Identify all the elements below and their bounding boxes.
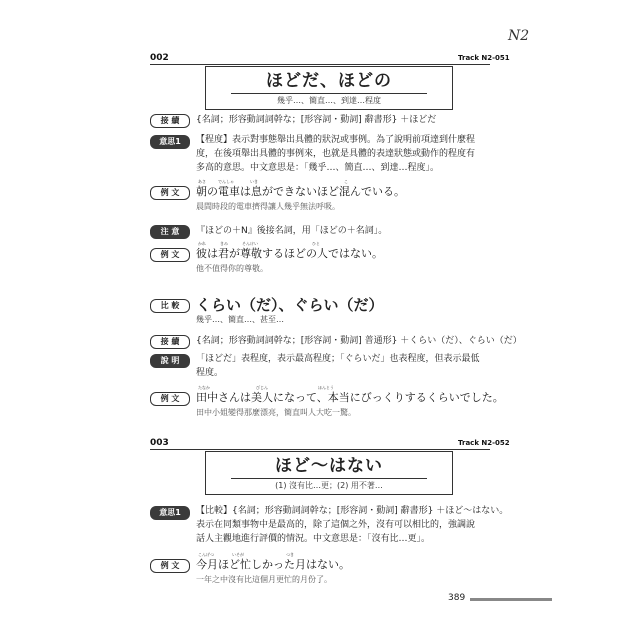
title-box [205,451,453,495]
level-label: N2 [508,28,530,44]
furigana: いき [250,179,258,184]
furigana: ほんとう [318,385,334,390]
furigana: こ [344,179,348,184]
tag-example: 例 文 [150,248,190,262]
compare-title: くらい（だ）、ぐらい（だ） [196,296,384,314]
page-number: 389 [448,593,466,603]
footer-bar [470,598,552,601]
furigana: でんしゃ [218,179,234,184]
section-rule [150,449,490,450]
track-label: Track N2-052 [458,439,510,447]
meaning-line: 【比較】{名詞；形容動詞詞幹な；[形容詞・動詞] 辭書形} ＋ほど〜はない。 [196,506,509,516]
example-sentence: 今月ほど忙しかった月はない。 [196,558,350,571]
tag-connect: 接 續 [150,114,190,128]
meaning-block [196,504,508,546]
meaning-line: 表示在同類事物中是最高的，除了這個之外，沒有可以相比的，強調說 [196,520,476,530]
tag-example: 例 文 [150,559,190,573]
example-sentence: 朝の電車は息ができないほど混んでいる。 [196,185,405,198]
title-underline [231,478,427,479]
section-number: 003 [150,438,169,448]
example-translation: 他不值得你的尊敬。 [196,264,268,273]
connect-text: {名詞；形容動詞詞幹な；[形容詞・動詞] 普通形} ＋くらい（だ）、ぐらい（だ） [196,336,522,346]
meaning-line: 話人主觀地進行評價的情況。中文意思是：「沒有比…更」。 [196,534,431,544]
explain-line: 程度。 [196,368,224,378]
furigana: きみ [220,241,228,246]
explain-line: 「ほどだ」表程度，表示最高程度；「ぐらいだ」也表程度，但表示最低 [196,354,480,364]
example-translation: 田中小姐變得那麼漂亮，簡直叫人大吃一驚。 [196,408,356,417]
meaning-line: 【程度】表示對事態舉出具體的狀況或事例。為了說明前項達到什麼程 [196,135,476,145]
tag-explain: 說 明 [150,354,190,368]
tag-connect: 接 續 [150,335,190,349]
section-number: 002 [150,53,169,63]
track-label: Track N2-051 [458,54,510,62]
explain-block [196,352,480,380]
furigana: ひと [312,241,320,246]
meaning-line: 度，在後項舉出具體的事例來，也就是具體的表達狀態或動作的程度有 [196,149,476,159]
furigana: たなか [198,385,210,390]
example-sentence: 彼は君が尊敬するほどの人ではない。 [196,247,383,260]
grammar-title: ほど〜はない [275,456,383,476]
tag-example: 例 文 [150,186,190,200]
furigana: あさ [198,179,206,184]
meaning-line: 多高的意思。中文意思是：「幾乎…、簡直…、到達…程度」。 [196,163,440,173]
title-underline [231,93,427,94]
example-translation: 一年之中沒有比這個月更忙的月份了。 [196,575,332,584]
connect-text: {名詞；形容動詞詞幹な；[形容詞・動詞] 辭書形} ＋ほどだ [196,115,437,125]
meaning-block [196,133,475,175]
furigana: いそが [232,552,244,557]
tag-meaning: 意思1 [150,506,190,520]
furigana: そんけい [242,241,258,246]
example-sentence: 田中さんは美人になって、本当にびっくりするくらいでした。 [196,391,504,404]
example-translation: 晨間時段的電車擠得讓人幾乎無法呼吸。 [196,202,340,211]
tag-meaning: 意思1 [150,135,190,149]
tag-note: 注 意 [150,225,190,239]
section-rule [150,64,490,65]
furigana: こんげつ [198,552,214,557]
furigana: びじん [256,385,268,390]
title-box [205,66,453,110]
grammar-meaning: (1) 沒有比…更；(2) 用不著… [275,481,383,490]
compare-meaning: 幾乎…、簡直…、甚至… [196,315,284,324]
note-text: 『ほどの＋N』後接名詞，用「ほどの＋名詞」。 [196,226,388,236]
grammar-title: ほどだ、ほどの [266,71,392,91]
furigana: つき [286,552,294,557]
tag-compare: 比 較 [150,299,190,313]
furigana: かれ [198,241,206,246]
grammar-meaning: 幾乎…、簡直…、到達…程度 [277,96,381,105]
tag-example: 例 文 [150,392,190,406]
